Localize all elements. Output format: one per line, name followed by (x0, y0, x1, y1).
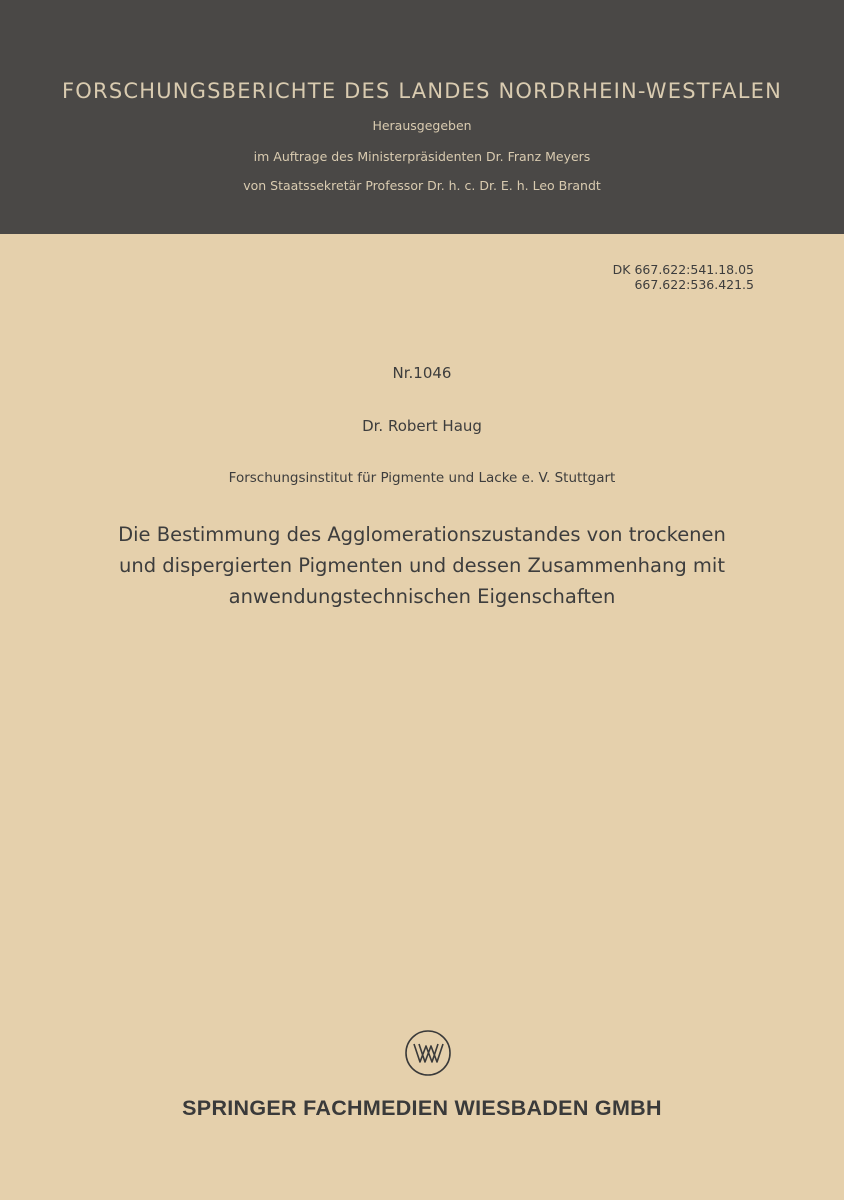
editor-line-secretary: von Staatssekretär Professor Dr. h. c. Dr. E. h. Leo Brandt (243, 178, 601, 193)
editor-line-published: Herausgegeben (372, 118, 472, 133)
editor-line-commission: im Auftrage des Ministerpräsidenten Dr. Franz Meyers (253, 149, 591, 164)
classification-line-2: 667.622:536.421.5 (634, 277, 754, 292)
institute-name: Forschungsinstitut für Pigmente und Lacke e. V. Stuttgart (228, 470, 616, 486)
report-number: Nr.1046 (392, 364, 452, 382)
publisher-name: SPRINGER FACHMEDIEN WIESBADEN GMBH (182, 1096, 662, 1120)
report-title: Die Bestimmung des Agglomerationszustandes von trockenen und dispergierten Pigmenten und dessen Zusammenhang mit anwendungstechnischen Eigenschaften (118, 523, 726, 608)
classification-line-1: DK 667.622:541.18.05 (612, 262, 754, 277)
publisher-logo-icon (404, 1029, 452, 1077)
classification-block (613, 262, 754, 292)
author-name: Dr. Robert Haug (362, 417, 482, 435)
series-title: FORSCHUNGSBERICHTE DES LANDES NORDRHEIN-WESTFALEN (62, 79, 782, 103)
series-header (0, 0, 844, 234)
